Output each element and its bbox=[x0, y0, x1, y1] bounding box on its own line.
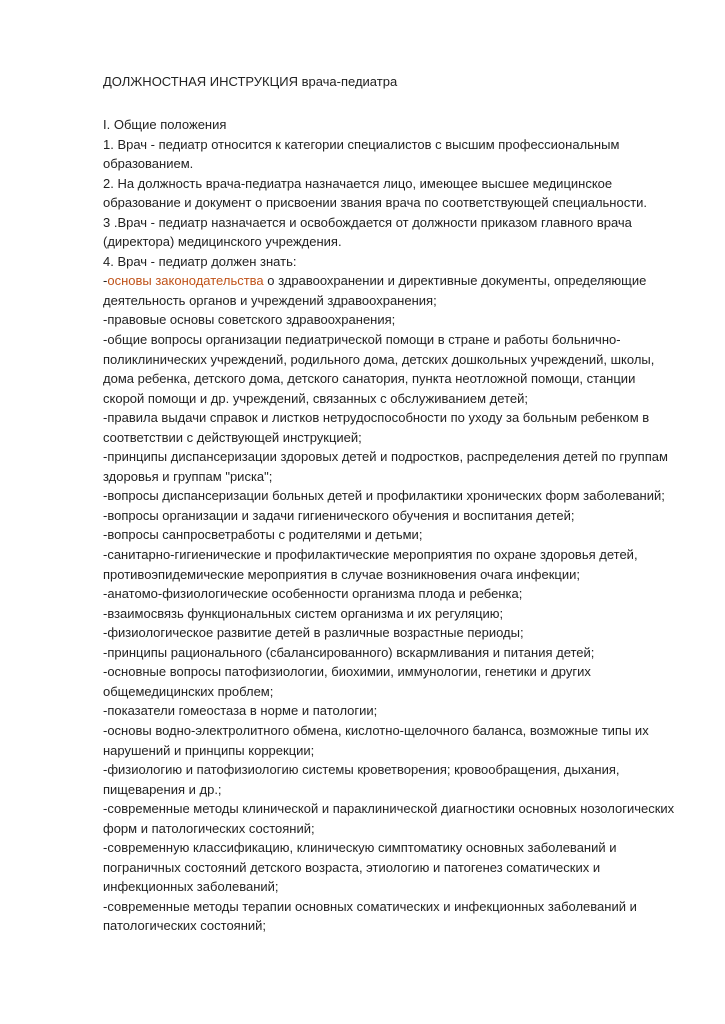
text-line: 1. Врач - педиатр относится к категории специалистов с высшим профессиональным bbox=[103, 136, 620, 152]
text-line: -физиологию и патофизиологию системы кроветворения; кровообращения, дыхания, bbox=[103, 762, 620, 778]
text-line: (директора) медицинского учреждения. bbox=[103, 234, 342, 250]
text-line: -санитарно-гигиенические и профилактические мероприятия по охране здоровья детей, bbox=[103, 547, 638, 563]
text-line: -анатомо-физиологические особенности организма плода и ребенка; bbox=[103, 586, 523, 602]
text-line: противоэпидемические мероприятия в случае возникновения очага инфекции; bbox=[103, 566, 580, 582]
document-title: ДОЛЖНОСТНАЯ ИНСТРУКЦИЯ врача-педиатра bbox=[103, 74, 398, 89]
text-line: пищеварения и др.; bbox=[103, 781, 222, 797]
text-line: -взаимосвязь функциональных систем организма и их регуляцию; bbox=[103, 605, 504, 621]
text-line: -правовые основы советского здравоохранения; bbox=[103, 312, 396, 328]
text-line: -вопросы санпросветработы с родителями и детьми; bbox=[103, 527, 423, 543]
text-line: нарушений и принципы коррекции; bbox=[103, 742, 315, 758]
text-line: -современные методы терапии основных соматических и инфекционных заболеваний и bbox=[103, 898, 637, 914]
link-suffix: о здравоохранении и директивные документы, определяющие bbox=[263, 273, 647, 289]
text-line: -современную классификацию, клиническую симптоматику основных заболеваний и bbox=[103, 840, 617, 856]
text-line: -показатели гомеостаза в норме и патологии; bbox=[103, 703, 378, 719]
text-line: -физиологическое развитие детей в различные возрастные периоды; bbox=[103, 625, 524, 641]
text-line: соответствии с действующей инструкцией; bbox=[103, 429, 362, 445]
text-line: -вопросы диспансеризации больных детей и профилактики хронических форм заболеваний; bbox=[103, 488, 665, 504]
text-line: пограничных состояний детского возраста, этиологию и патогенез соматических и bbox=[103, 859, 601, 875]
text-line: инфекционных заболеваний; bbox=[103, 879, 279, 895]
link-prefix: - bbox=[103, 273, 108, 289]
text-line: 3 .Врач - педиатр назначается и освобождается от должности приказом главного врача bbox=[103, 214, 632, 230]
text-line: поликлинических учреждений, родильного дома, детских дошкольных учреждений, школы, bbox=[103, 351, 655, 367]
text-line: форм и патологических состояний; bbox=[103, 820, 315, 836]
text-line: патологических состояний; bbox=[103, 918, 267, 934]
legislation-link[interactable]: основы законодательства bbox=[107, 273, 264, 289]
text-line: общемедицинских проблем; bbox=[103, 683, 274, 699]
text-line: здоровья и группам "риска"; bbox=[103, 468, 273, 484]
document-body bbox=[103, 115, 703, 936]
text-line: образование и документ о присвоении звания врача по соответствующей специальности. bbox=[103, 195, 648, 211]
text-line: 2. На должность врача-педиатра назначается лицо, имеющее высшее медицинское bbox=[103, 175, 613, 191]
text-line: 4. Врач - педиатр должен знать: bbox=[103, 253, 297, 269]
text-line: -основы водно-электролитного обмена, кислотно-щелочного баланса, возможные типы их bbox=[103, 722, 649, 738]
text-line: -современные методы клинической и параклинической диагностики основных нозологических bbox=[103, 801, 675, 817]
text-line: -общие вопросы организации педиатрической помощи в стране и работы больнично- bbox=[103, 332, 621, 348]
text-line: дома ребенка, детского дома, детского санатория, пункта неотложной помощи, станции bbox=[103, 371, 636, 387]
text-line: -вопросы организации и задачи гигиенического обучения и воспитания детей; bbox=[103, 507, 575, 523]
text-line: -принципы рационального (сбалансированного) вскармливания и питания детей; bbox=[103, 644, 595, 660]
text-line: скорой помощи и др. учреждений, связанных с обслуживанием детей; bbox=[103, 390, 528, 406]
text-line: -правила выдачи справок и листков нетрудоспособности по уходу за больным ребенком в bbox=[103, 410, 650, 426]
section-heading: I. Общие положения bbox=[103, 117, 227, 132]
text-line: -принципы диспансеризации здоровых детей и подростков, распределения детей по группам bbox=[103, 449, 668, 465]
text-line-with-link bbox=[103, 271, 703, 291]
text-line: деятельность органов и учреждений здравоохранения; bbox=[103, 292, 437, 308]
text-line: образованием. bbox=[103, 156, 194, 172]
text-line: -основные вопросы патофизиологии, биохимии, иммунологии, генетики и других bbox=[103, 664, 591, 680]
